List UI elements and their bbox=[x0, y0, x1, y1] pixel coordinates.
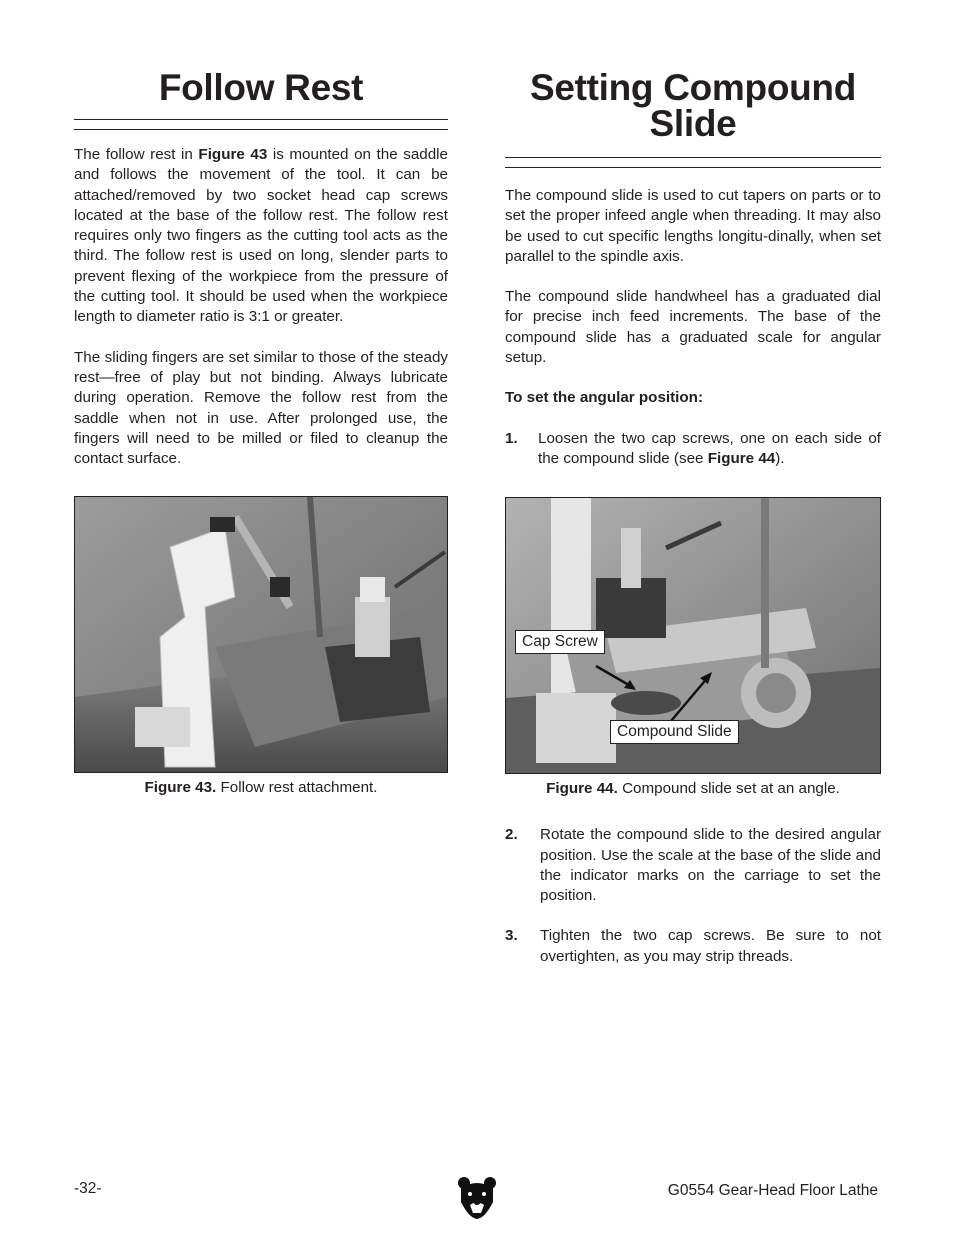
text-run: The follow rest in bbox=[74, 146, 199, 163]
follow-rest-heading: Follow Rest bbox=[158, 67, 364, 108]
step-number: 1. bbox=[505, 429, 518, 447]
text-run: Loosen the two cap screws, one on each side of the compound slide (see bbox=[538, 429, 881, 467]
setting-compound-slide-heading: Setting Compound Slide bbox=[529, 67, 857, 144]
figure-44-caption-text: Compound slide set at an angle. bbox=[617, 780, 840, 798]
step-3 bbox=[505, 926, 881, 967]
text-run: ). bbox=[775, 449, 785, 467]
compound-paragraph-1: The compound slide is used to cut tapers on parts or to set the proper infeed angle when threading. It may also be used to cut specific lengths longitu-dinally, when set parallel to the spindle axis. bbox=[505, 187, 881, 265]
bear-logo-icon bbox=[457, 1176, 497, 1220]
compound-slide-callout: Compound Slide bbox=[610, 720, 739, 744]
page-number: -32- bbox=[74, 1180, 102, 1197]
figure-43-photo bbox=[74, 496, 448, 773]
follow-rest-paragraph-2: The sliding fingers are set similar to those of the steady rest—free of play but not binding. Always lubricate during operation. Remove the follow rest from the saddle when not in use. After prolonged use, the fingers will need to be milled or filed to cleanup the contact surface. bbox=[74, 348, 448, 468]
left-column bbox=[74, 67, 448, 797]
figure-43-label: Figure 43. bbox=[144, 779, 217, 797]
figure-43-caption-text: Follow rest attachment. bbox=[216, 779, 378, 797]
figure-44-caption bbox=[505, 780, 881, 797]
step-1 bbox=[505, 429, 881, 470]
figure-44-reference: Figure 44 bbox=[707, 449, 776, 467]
step-3-text: Tighten the two cap screws. Be sure to not overtighten, as you may strip threads. bbox=[540, 927, 881, 965]
right-column bbox=[505, 67, 881, 967]
step-number: 3. bbox=[505, 927, 518, 945]
step-number: 2. bbox=[505, 826, 518, 844]
figure-44-photo bbox=[505, 497, 881, 774]
figure-43-reference: Figure 43 bbox=[198, 146, 268, 163]
step-2 bbox=[505, 825, 881, 906]
figure-44-label: Figure 44. bbox=[546, 780, 618, 798]
compound-paragraph-2: The compound slide handwheel has a graduated dial for precise inch feed increments. The base of the compound slide has a graduated scale for angular setup. bbox=[505, 288, 881, 367]
model-name: G0554 Gear-Head Floor Lathe bbox=[667, 1182, 878, 1199]
text-run: is mounted on the saddle and follows the movement of the tool. It can be attached/removed by two socket head cap screws located at the base of the follow rest. The follow rest requires only two fingers as the cutting tool acts as the third. The follow rest is used on long, slender parts to prevent flexing of the workpiece from the pressure of the cutting tool. It should be used when the workpiece length to diameter ratio is 3:1 or greater. bbox=[74, 146, 448, 326]
follow-rest-illustration bbox=[75, 497, 447, 772]
follow-rest-paragraph-1 bbox=[74, 145, 448, 328]
cap-screw-callout: Cap Screw bbox=[515, 630, 605, 654]
angular-position-subhead: To set the angular position: bbox=[505, 389, 704, 407]
heading-rule bbox=[74, 119, 448, 130]
figure-43-caption bbox=[74, 779, 448, 796]
step-2-text: Rotate the compound slide to the desired angular position. Use the scale at the base of the slide and the indicator marks on the carriage to set the position. bbox=[540, 826, 881, 905]
heading-rule bbox=[505, 157, 881, 168]
